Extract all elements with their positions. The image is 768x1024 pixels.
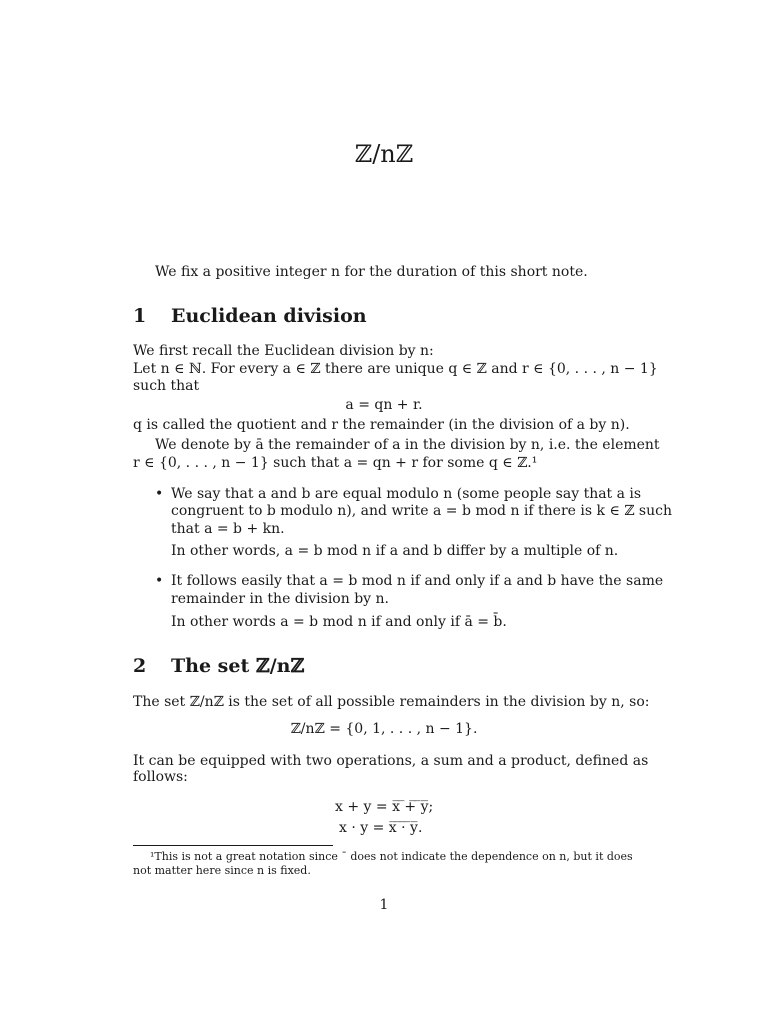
footnote-rule — [133, 845, 333, 846]
set-equation: ℤ/nℤ = {0, 1, . . . , n − 1}. — [290, 721, 478, 737]
bullet-1-line-1: We say that a and b are equal modulo n (some people say that a is — [171, 486, 642, 502]
footnote-line-2: not matter here since n is fixed. — [133, 864, 311, 877]
bullet-1-line-3: that a = b + kn. — [171, 521, 285, 537]
section-1-line-2: Let n ∈ ℕ. For every a ∈ ℤ there are unique q ∈ ℤ and r ∈ {0, . . . , n − 1} — [133, 361, 658, 377]
bullet-marker: • — [155, 573, 164, 589]
sum-definition: x + y = x̅ ̅+̅ ̅y̅; — [335, 799, 434, 815]
section-1-heading — [133, 305, 367, 327]
document-title: ℤ/nℤ — [354, 140, 414, 168]
section-1-line-1: We first recall the Euclidean division by n: — [133, 343, 434, 359]
section-1-number: 1 — [133, 305, 147, 327]
bullet-2-line-2: remainder in the division by n. — [171, 591, 389, 607]
footnote-line-1: ¹This is not a great notation since ¯ does not indicate the dependence on n, but it does — [150, 850, 633, 863]
bullet-marker: • — [155, 486, 164, 502]
section-1-line-3: such that — [133, 378, 200, 394]
notation-line-2: r ∈ {0, . . . , n − 1} such that a = qn + r for some q ∈ ℤ.¹ — [133, 455, 538, 471]
intro-text: We fix a positive integer n for the duration of this short note. — [155, 264, 588, 280]
section-2-number: 2 — [133, 655, 147, 677]
euclid-equation: a = qn + r. — [345, 397, 423, 413]
bullet-1-line-2: congruent to b modulo n), and write a = b mod n if there is k ∈ ℤ such — [171, 503, 672, 519]
bullet-2-line-1: It follows easily that a = b mod n if and only if a and b have the same — [171, 573, 664, 589]
bullet-2-note: In other words a = b mod n if and only if ā = b̄. — [171, 614, 507, 630]
section-2-line-1: The set ℤ/nℤ is the set of all possible remainders in the division by n, so: — [133, 694, 650, 710]
section-1-title: Euclidean division — [171, 305, 367, 327]
product-definition: x · y = x̅ ̅·̅ ̅y̅. — [339, 820, 423, 836]
section-2-heading — [133, 655, 304, 677]
section-2-title: The set ℤ/nℤ — [171, 655, 305, 677]
notation-line-1: We denote by ā the remainder of a in the division by n, i.e. the element — [155, 437, 660, 453]
operations-line-2: follows: — [133, 769, 188, 785]
page-number: 1 — [379, 897, 389, 913]
operations-line-1: It can be equipped with two operations, a sum and a product, defined as — [133, 753, 649, 769]
bullet-1-note: In other words, a = b mod n if a and b differ by a multiple of n. — [171, 543, 619, 559]
quotient-remainder-text: q is called the quotient and r the remainder (in the division of a by n). — [133, 417, 630, 433]
